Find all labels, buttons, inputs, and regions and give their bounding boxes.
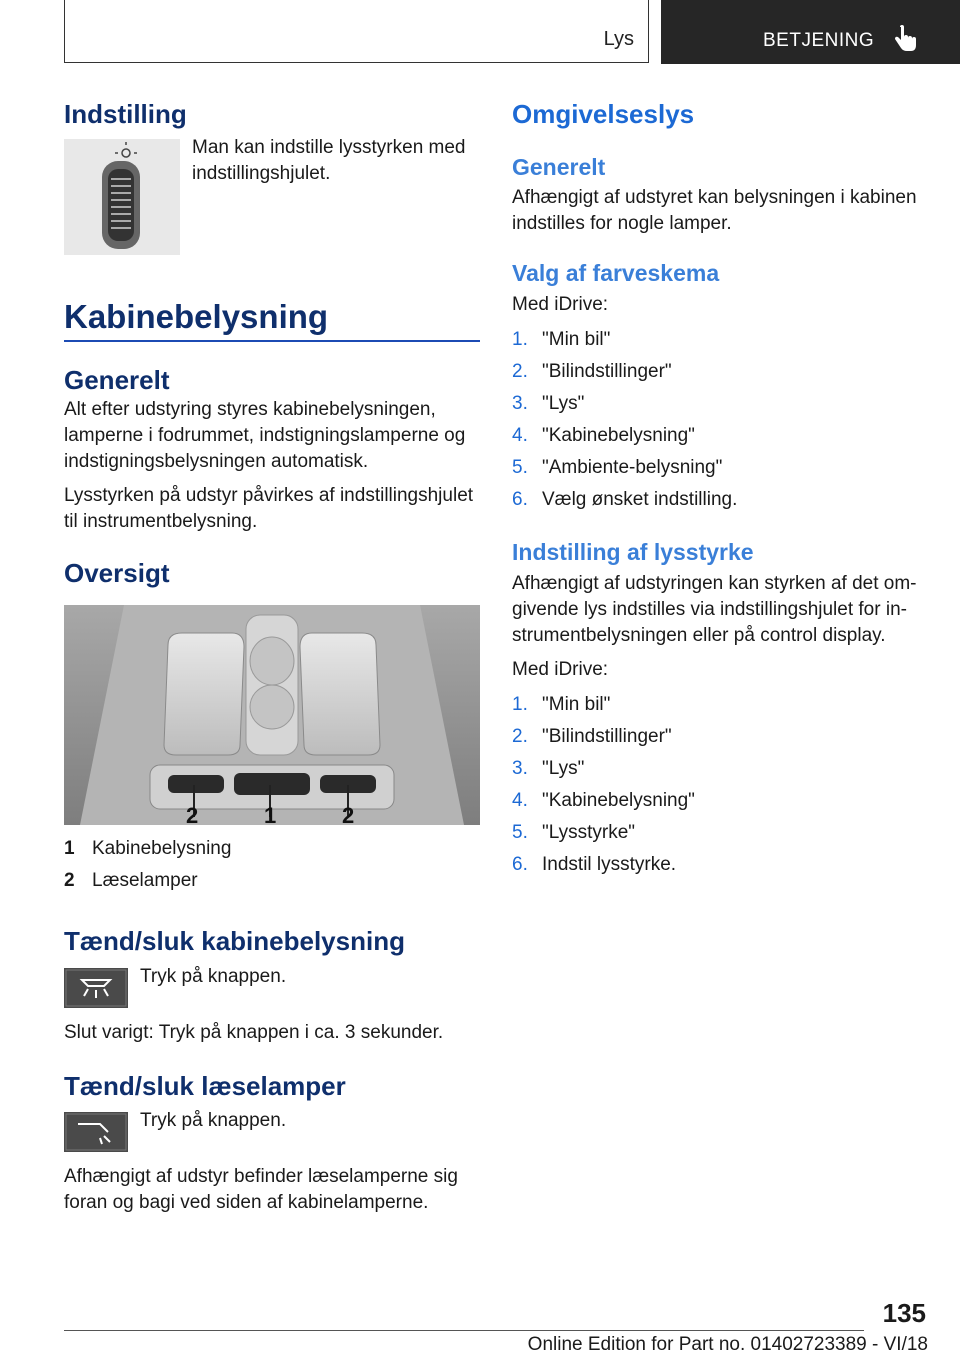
generelt-para2: Lysstyrken på udstyr påvirkes af indstillingshjulet til instrumentbelysning. (64, 484, 474, 532)
farveskema-steps (512, 324, 924, 516)
step-number: 1. (512, 329, 528, 350)
step-text: "Bilindstillinger" (542, 361, 672, 382)
legend-label: Læselamper (92, 870, 198, 892)
step-text: Indstil lysstyrke. (542, 853, 677, 875)
overhead-console-photo (64, 605, 480, 825)
left-column (64, 98, 480, 1216)
step-number: 5. (512, 457, 528, 478)
step-number: 6. (512, 853, 528, 875)
list-item (512, 689, 924, 721)
list-item (512, 388, 924, 420)
pointing-hand-icon (893, 25, 919, 58)
step-number: 3. (512, 757, 528, 779)
step-text: "Bilindstillinger" (542, 725, 672, 747)
step-number: 4. (512, 425, 528, 446)
step-text: "Kabinebelysning" (542, 425, 695, 446)
step-text: "Min bil" (542, 329, 611, 350)
reading-light-icon (64, 1112, 128, 1152)
photo-legend (64, 833, 480, 897)
taend-kabine-para: Slut varigt: Tryk på knappen i ca. 3 sekunder. (64, 1021, 444, 1043)
step-number: 3. (512, 393, 528, 414)
cabin-light-icon (64, 968, 128, 1008)
generelt-heading: Generelt (64, 365, 170, 396)
taend-laese-button-text: Tryk på knappen. (140, 1110, 287, 1132)
footer-edition: Online Edition for Part no. 01402723389 - VI/18 (527, 1334, 928, 1355)
step-number: 4. (512, 789, 528, 811)
indstilling-text: Man kan indstille lysstyrken med indstillingshjulet. (192, 136, 466, 184)
header-section-box (64, 0, 649, 63)
list-item (512, 753, 924, 785)
list-item (512, 721, 924, 753)
lysstyrke-para: Afhængigt af udstyringen kan styrken af det omgivende lys indstilles via indstillingshjulet for instrumentbelysningen eller på control display. (512, 572, 917, 646)
oversigt-heading: Oversigt (64, 557, 170, 588)
header-chapter-tab (661, 0, 960, 64)
reading-light-button-image (64, 1112, 128, 1152)
legend-label: Kabinebelysning (92, 838, 232, 860)
list-item (512, 484, 924, 516)
lysstyrke-intro: Med iDrive: (512, 658, 609, 680)
cabin-light-button-image (64, 968, 128, 1008)
legend-item (64, 865, 480, 897)
dimmer-wheel-image (64, 139, 180, 255)
step-number: 2. (512, 725, 528, 747)
list-item (512, 356, 924, 388)
footer-divider (64, 1330, 864, 1331)
chapter-title: Kabinebelysning (64, 297, 480, 343)
list-item (512, 817, 924, 849)
omgivelseslys-title: Omgivelseslys (512, 99, 695, 129)
right-generelt-heading: Generelt (512, 153, 606, 180)
list-item (512, 452, 924, 484)
callout-right: 2 (342, 803, 355, 826)
step-text: "Lys" (542, 393, 585, 414)
page-number: 135 (882, 1298, 926, 1328)
step-text: "Kabinebelysning" (542, 789, 695, 811)
lysstyrke-steps (512, 689, 924, 881)
farveskema-heading: Valg af farveskema (512, 260, 720, 287)
list-item (512, 785, 924, 817)
step-text: "Min bil" (542, 693, 611, 715)
right-generelt-para: Afhængigt af udstyret kan belysningen i kabinen indstilles for nogle lamper. (512, 187, 917, 235)
header-chapter-title: BETJENING (763, 30, 875, 51)
callout-left: 2 (186, 803, 199, 826)
header-section-title: Lys (603, 28, 634, 50)
lysstyrke-heading: Indstilling af lysstyrke (512, 539, 754, 565)
taend-kabine-heading: Tænd/sluk kabinebelysning (64, 926, 405, 957)
step-number: 6. (512, 489, 528, 510)
taend-laese-heading: Tænd/sluk læselamper (64, 1070, 346, 1101)
generelt-para1: Alt efter udstyring styres kabinebelysningen, lamperne i fodrummet, indstigningslamperne og indstigningsbelysningen automatisk. (64, 398, 466, 472)
step-text: "Lysstyrke" (542, 821, 636, 843)
step-text: "Ambiente-belysning" (542, 457, 723, 478)
legend-num: 2 (64, 870, 75, 892)
legend-item (64, 833, 480, 865)
taend-kabine-button-text: Tryk på knappen. (140, 965, 287, 987)
list-item (512, 324, 924, 356)
step-number: 2. (512, 361, 528, 382)
step-number: 1. (512, 693, 528, 715)
right-column (512, 98, 924, 881)
step-text: Vælg ønsket indstilling. (542, 489, 738, 510)
callout-center: 1 (264, 803, 277, 826)
step-text: "Lys" (542, 757, 585, 779)
dimmer-wheel-icon (64, 139, 180, 255)
taend-laese-para: Afhængigt af udstyr befinder læselamperne sig foran og bagi ved siden af kabinelamperne. (64, 1166, 458, 1214)
step-number: 5. (512, 821, 528, 843)
list-item (512, 420, 924, 452)
indstilling-heading: Indstilling (64, 99, 187, 129)
farveskema-intro: Med iDrive: (512, 294, 609, 315)
legend-num: 1 (64, 838, 75, 860)
list-item (512, 849, 924, 881)
